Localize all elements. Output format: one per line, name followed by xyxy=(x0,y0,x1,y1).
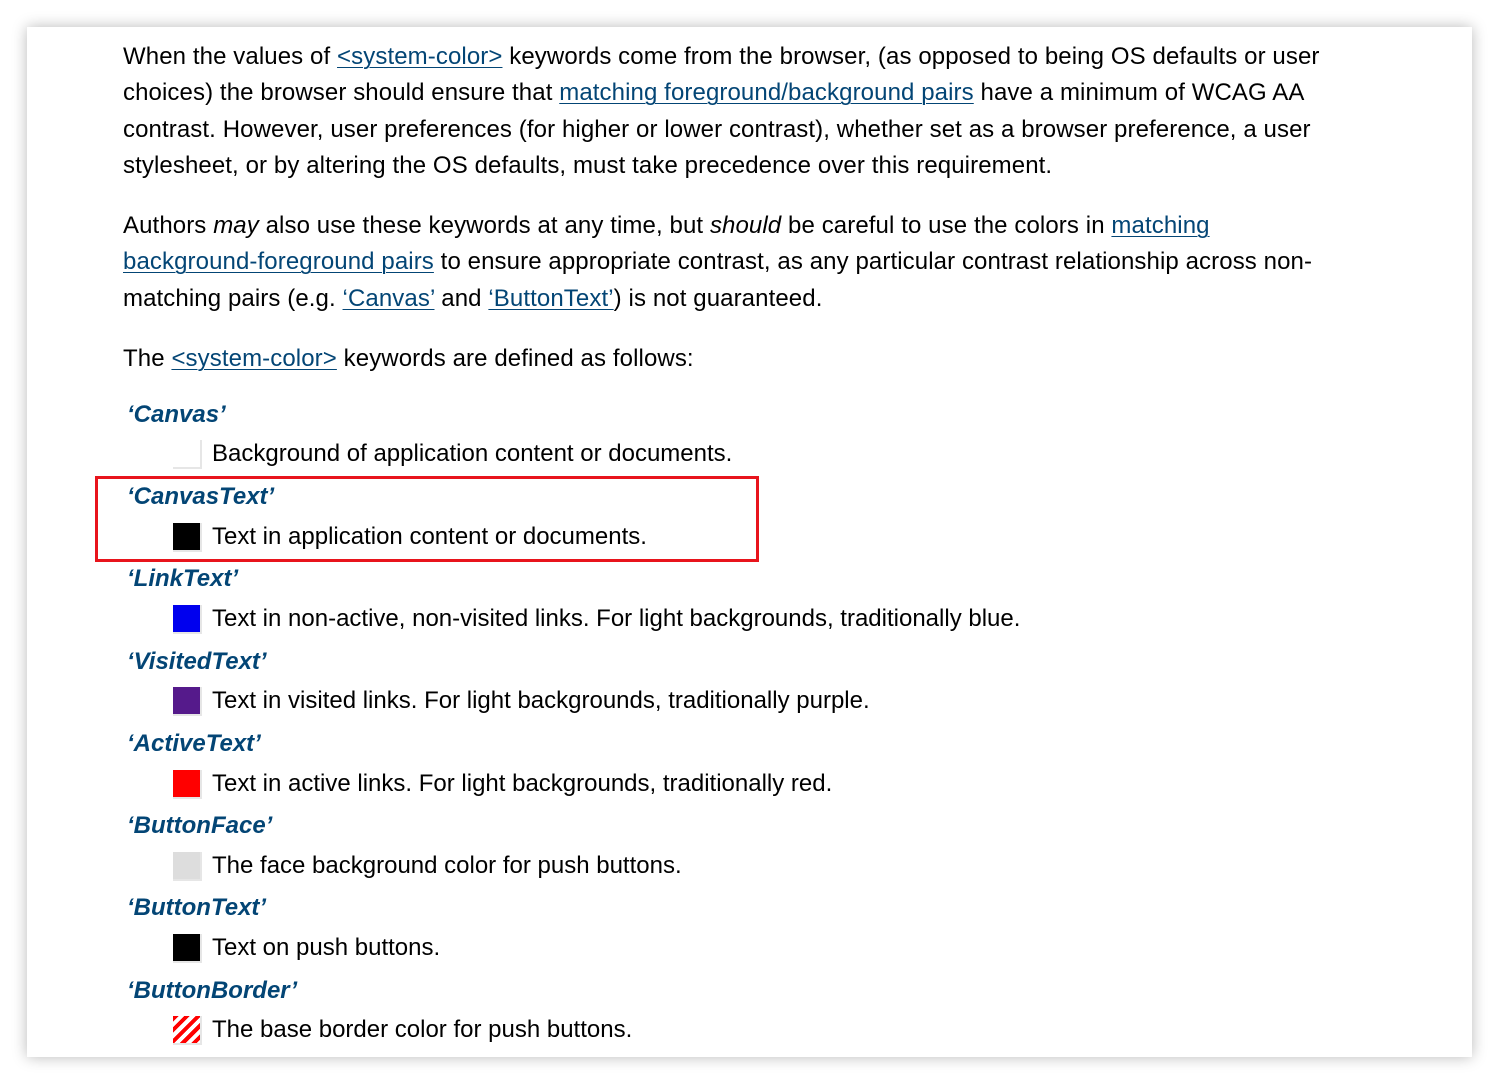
keyword-term-buttonborder[interactable]: ‘ButtonBorder’ xyxy=(127,977,298,1004)
definition-text: Background of application content or documents. xyxy=(212,440,733,467)
keyword-definition-canvas xyxy=(173,437,732,471)
definition-text: Text in active links. For light backgrounds, traditionally red. xyxy=(212,770,833,797)
keyword-term-canvastext[interactable]: ‘CanvasText’ xyxy=(127,483,275,510)
definition-text: Text on push buttons. xyxy=(212,934,441,961)
text-span: The xyxy=(123,345,172,372)
keyword-term-canvas[interactable]: ‘Canvas’ xyxy=(127,401,226,428)
system-color-link[interactable]: <system-color> xyxy=(171,345,337,372)
emphasis-may: may xyxy=(213,212,259,239)
matching-pairs-link[interactable]: matching foreground/background pairs xyxy=(559,79,974,107)
keyword-definition-visitedtext xyxy=(173,684,870,718)
keyword-definition-linktext xyxy=(173,602,1020,636)
color-swatch-buttonface xyxy=(173,852,202,881)
paragraph-contrast xyxy=(123,39,1345,184)
text-span: be careful to use the colors in xyxy=(781,212,1112,239)
definition-text: Text in non-active, non-visited links. For light backgrounds, traditionally blue. xyxy=(212,605,1021,632)
text-span: keywords are defined as follows: xyxy=(336,345,694,372)
canvas-link[interactable]: ‘Canvas’ xyxy=(342,284,435,312)
color-swatch-buttontext xyxy=(173,934,202,963)
system-color-link[interactable]: <system-color> xyxy=(337,43,503,70)
matching-background-foreground-link[interactable]: matching background-foreground pairs xyxy=(123,212,1210,276)
paragraph-defined-as xyxy=(123,341,1345,377)
definition-text: The base border color for push buttons. xyxy=(212,1016,633,1043)
text-span: and xyxy=(434,284,489,312)
striped-swatch-icon xyxy=(173,1016,202,1045)
text-span: Authors xyxy=(123,212,214,239)
color-swatch-visitedtext xyxy=(173,687,202,716)
keyword-definition-buttonface xyxy=(173,849,682,883)
text-span: to ensure appropriate contrast, as any particular contrast relationship across non-matching pairs (e.g. xyxy=(123,248,1313,312)
keyword-definition-activetext xyxy=(173,767,832,801)
buttontext-link[interactable]: ‘ButtonText’ xyxy=(488,284,614,312)
definition-text: Text in visited links. For light backgrounds, traditionally purple. xyxy=(212,687,870,714)
text-span: keywords come from the browser, (as opposed to being OS defaults or user choices) the browser should ensure that xyxy=(123,43,1320,107)
color-swatch-activetext xyxy=(173,770,202,799)
color-swatch-linktext xyxy=(173,605,202,634)
color-swatch-canvas xyxy=(173,440,202,469)
keyword-term-visitedtext[interactable]: ‘VisitedText’ xyxy=(127,648,267,675)
document-page xyxy=(27,27,1472,1057)
text-span: also use these keywords at any time, but xyxy=(258,212,710,239)
keyword-term-linktext[interactable]: ‘LinkText’ xyxy=(127,565,239,592)
definition-text: Text in application content or documents. xyxy=(212,523,647,550)
keyword-term-buttontext[interactable]: ‘ButtonText’ xyxy=(127,894,267,921)
paragraph-authors xyxy=(123,208,1345,317)
text-span: When the values of xyxy=(123,43,338,70)
keyword-term-buttonface[interactable]: ‘ButtonFace’ xyxy=(127,812,273,839)
keyword-term-activetext[interactable]: ‘ActiveText’ xyxy=(127,730,261,757)
text-span: have a minimum of WCAG AA contrast. However, user preferences (for higher or lower contrast), whether set as a browser preference, a user stylesheet, or by altering the OS defaults, must take precedence over this requirement. xyxy=(123,79,1311,179)
highlight-box-canvastext xyxy=(95,476,759,562)
emphasis-should: should xyxy=(709,212,782,239)
definition-text: The face background color for push buttons. xyxy=(212,852,682,879)
keyword-definition-buttonborder xyxy=(173,1013,632,1047)
text-span: ) is not guaranteed. xyxy=(613,284,823,312)
keyword-definition-buttontext xyxy=(173,931,440,965)
